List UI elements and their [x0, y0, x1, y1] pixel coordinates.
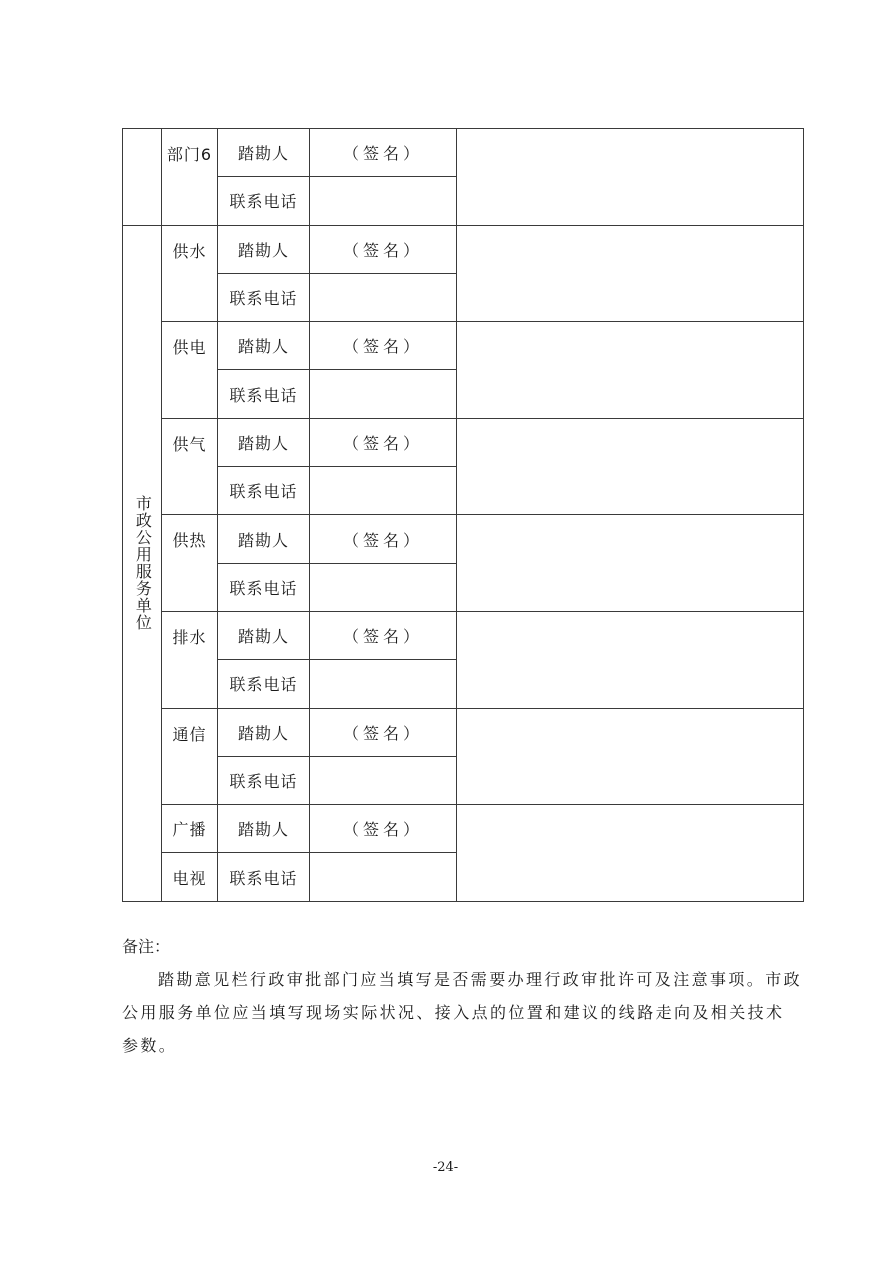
dept-name: 排水	[162, 611, 218, 708]
opinion-field[interactable]	[457, 322, 804, 419]
surveyor-label: 踏勘人	[218, 418, 310, 466]
signature-field[interactable]: （签名）	[310, 129, 457, 177]
phone-label: 联系电话	[218, 756, 310, 804]
signature-field[interactable]: （签名）	[310, 225, 457, 273]
phone-field[interactable]	[310, 756, 457, 804]
survey-form-table	[122, 128, 804, 902]
surveyor-label: 踏勘人	[218, 515, 310, 563]
phone-label: 联系电话	[218, 273, 310, 321]
group-label: 市政公用服务单位	[123, 225, 162, 901]
dept-name: 广播	[162, 805, 218, 853]
page-number: -24-	[432, 1160, 459, 1175]
surveyor-label: 踏勘人	[218, 611, 310, 659]
signature-field[interactable]: （签名）	[310, 805, 457, 853]
notes-section	[122, 930, 802, 1062]
notes-title: 备注：	[122, 937, 171, 956]
table-row	[123, 418, 804, 466]
dept-name: 供热	[162, 515, 218, 612]
surveyor-label: 踏勘人	[218, 805, 310, 853]
blank-group-cell	[123, 129, 162, 226]
phone-field[interactable]	[310, 177, 457, 225]
signature-field[interactable]: （签名）	[310, 322, 457, 370]
table-row	[123, 515, 804, 563]
table-row	[123, 708, 804, 756]
phone-label: 联系电话	[218, 853, 310, 901]
surveyor-label: 踏勘人	[218, 322, 310, 370]
dept-name: 供电	[162, 322, 218, 419]
table-row	[123, 322, 804, 370]
phone-label: 联系电话	[218, 563, 310, 611]
opinion-field[interactable]	[457, 708, 804, 805]
signature-field[interactable]: （签名）	[310, 708, 457, 756]
phone-field[interactable]	[310, 370, 457, 418]
signature-field[interactable]: （签名）	[310, 515, 457, 563]
surveyor-label: 踏勘人	[218, 708, 310, 756]
table-row	[123, 129, 804, 177]
signature-field[interactable]: （签名）	[310, 611, 457, 659]
phone-field[interactable]	[310, 563, 457, 611]
table-row	[123, 611, 804, 659]
table-row	[123, 225, 804, 273]
phone-field[interactable]	[310, 660, 457, 708]
phone-label: 联系电话	[218, 177, 310, 225]
dept-name: 供水	[162, 225, 218, 322]
surveyor-label: 踏勘人	[218, 129, 310, 177]
dept-name: 部门6	[162, 129, 218, 226]
phone-label: 联系电话	[218, 467, 310, 515]
phone-field[interactable]	[310, 853, 457, 901]
phone-field[interactable]	[310, 467, 457, 515]
opinion-field[interactable]	[457, 805, 804, 902]
opinion-field[interactable]	[457, 129, 804, 226]
phone-field[interactable]	[310, 273, 457, 321]
notes-body: 踏勘意见栏行政审批部门应当填写是否需要办理行政审批许可及注意事项。市政公用服务单位应当填写现场实际状况、接入点的位置和建议的线路走向及相关技术参数。	[122, 970, 803, 1055]
opinion-field[interactable]	[457, 611, 804, 708]
opinion-field[interactable]	[457, 515, 804, 612]
opinion-field[interactable]	[457, 225, 804, 322]
surveyor-label: 踏勘人	[218, 225, 310, 273]
signature-field[interactable]: （签名）	[310, 418, 457, 466]
table-row	[123, 805, 804, 853]
dept-name: 通信	[162, 708, 218, 805]
dept-name-line2: 电视	[162, 853, 218, 901]
opinion-field[interactable]	[457, 418, 804, 515]
dept-name: 供气	[162, 418, 218, 515]
phone-label: 联系电话	[218, 370, 310, 418]
phone-label: 联系电话	[218, 660, 310, 708]
